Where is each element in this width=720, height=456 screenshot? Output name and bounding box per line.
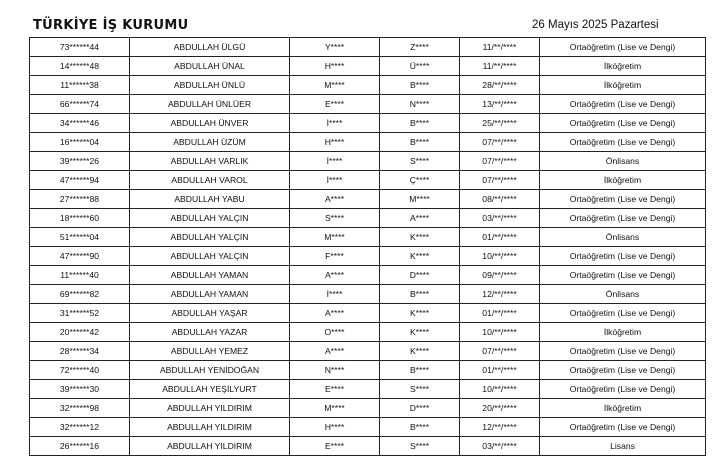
education-level-cell: Ortaöğretim (Lise ve Dengi) xyxy=(540,38,706,57)
father-name-cell: M**** xyxy=(290,76,380,95)
education-level-cell: Lisans xyxy=(540,437,706,456)
mother-name-cell: S**** xyxy=(380,152,460,171)
father-name-cell: A**** xyxy=(290,266,380,285)
mother-name-cell: B**** xyxy=(380,114,460,133)
father-name-cell: E**** xyxy=(290,95,380,114)
mother-name-cell: B**** xyxy=(380,285,460,304)
mother-name-cell: K**** xyxy=(380,323,460,342)
mother-name-cell: B**** xyxy=(380,361,460,380)
full-name-cell: ABDULLAH YILDIRIM xyxy=(130,399,290,418)
father-name-cell: İ**** xyxy=(290,285,380,304)
mother-name-cell: Z**** xyxy=(380,38,460,57)
table-row xyxy=(30,399,706,418)
education-level-cell: İlköğretim xyxy=(540,57,706,76)
table-row xyxy=(30,114,706,133)
education-level-cell: İlköğretim xyxy=(540,171,706,190)
education-level-cell: Ortaöğretim (Lise ve Dengi) xyxy=(540,380,706,399)
full-name-cell: ABDULLAH YEŞİLYURT xyxy=(130,380,290,399)
full-name-cell: ABDULLAH YAZAR xyxy=(130,323,290,342)
birth-date-cell: 28/**/**** xyxy=(460,76,540,95)
father-name-cell: A**** xyxy=(290,304,380,323)
education-level-cell: Önlisans xyxy=(540,285,706,304)
education-level-cell: İlköğretim xyxy=(540,76,706,95)
father-name-cell: İ**** xyxy=(290,114,380,133)
applicant-rows xyxy=(30,38,706,456)
education-level-cell: Önlisans xyxy=(540,228,706,247)
birth-date-cell: 07/**/**** xyxy=(460,171,540,190)
birth-date-cell: 08/**/**** xyxy=(460,190,540,209)
father-name-cell: H**** xyxy=(290,133,380,152)
full-name-cell: ABDULLAH VAROL xyxy=(130,171,290,190)
education-level-cell: İlköğretim xyxy=(540,323,706,342)
father-name-cell: M**** xyxy=(290,399,380,418)
full-name-cell: ABDULLAH YALÇIN xyxy=(130,228,290,247)
table-row xyxy=(30,418,706,437)
masked-id-cell: 32******12 xyxy=(30,418,130,437)
table-row xyxy=(30,38,706,57)
full-name-cell: ABDULLAH YAMAN xyxy=(130,285,290,304)
father-name-cell: N**** xyxy=(290,361,380,380)
father-name-cell: İ**** xyxy=(290,171,380,190)
page-header xyxy=(0,0,720,37)
table-row xyxy=(30,152,706,171)
mother-name-cell: Ü**** xyxy=(380,57,460,76)
father-name-cell: M**** xyxy=(290,228,380,247)
education-level-cell: Ortaöğretim (Lise ve Dengi) xyxy=(540,209,706,228)
masked-id-cell: 69******82 xyxy=(30,285,130,304)
education-level-cell: Önlisans xyxy=(540,152,706,171)
table-row xyxy=(30,133,706,152)
organization-name: TÜRKİYE İŞ KURUMU xyxy=(33,18,189,33)
birth-date-cell: 01/**/**** xyxy=(460,304,540,323)
mother-name-cell: A**** xyxy=(380,209,460,228)
birth-date-cell: 10/**/**** xyxy=(460,380,540,399)
mother-name-cell: K**** xyxy=(380,342,460,361)
masked-id-cell: 51******04 xyxy=(30,228,130,247)
table-row xyxy=(30,323,706,342)
masked-id-cell: 26******16 xyxy=(30,437,130,456)
table-row xyxy=(30,380,706,399)
full-name-cell: ABDULLAH YALÇIN xyxy=(130,247,290,266)
table-row xyxy=(30,171,706,190)
full-name-cell: ABDULLAH YAMAN xyxy=(130,266,290,285)
father-name-cell: E**** xyxy=(290,437,380,456)
table-row xyxy=(30,266,706,285)
masked-id-cell: 18******60 xyxy=(30,209,130,228)
full-name-cell: ABDULLAH ÜLGÜ xyxy=(130,38,290,57)
education-level-cell: Ortaöğretim (Lise ve Dengi) xyxy=(540,133,706,152)
mother-name-cell: B**** xyxy=(380,133,460,152)
birth-date-cell: 09/**/**** xyxy=(460,266,540,285)
full-name-cell: ABDULLAH YABU xyxy=(130,190,290,209)
masked-id-cell: 34******46 xyxy=(30,114,130,133)
education-level-cell: Ortaöğretim (Lise ve Dengi) xyxy=(540,190,706,209)
masked-id-cell: 32******98 xyxy=(30,399,130,418)
father-name-cell: E**** xyxy=(290,380,380,399)
mother-name-cell: Ç**** xyxy=(380,171,460,190)
mother-name-cell: M**** xyxy=(380,190,460,209)
table-row xyxy=(30,228,706,247)
father-name-cell: H**** xyxy=(290,57,380,76)
mother-name-cell: K**** xyxy=(380,247,460,266)
mother-name-cell: S**** xyxy=(380,380,460,399)
table-row xyxy=(30,285,706,304)
masked-id-cell: 11******38 xyxy=(30,76,130,95)
full-name-cell: ABDULLAH ÜNVER xyxy=(130,114,290,133)
birth-date-cell: 10/**/**** xyxy=(460,323,540,342)
full-name-cell: ABDULLAH YEMEZ xyxy=(130,342,290,361)
education-level-cell: Ortaöğretim (Lise ve Dengi) xyxy=(540,361,706,380)
masked-id-cell: 39******30 xyxy=(30,380,130,399)
masked-id-cell: 11******40 xyxy=(30,266,130,285)
masked-id-cell: 66******74 xyxy=(30,95,130,114)
masked-id-cell: 39******26 xyxy=(30,152,130,171)
father-name-cell: S**** xyxy=(290,209,380,228)
full-name-cell: ABDULLAH YILDIRIM xyxy=(130,437,290,456)
masked-id-cell: 14******48 xyxy=(30,57,130,76)
table-row xyxy=(30,361,706,380)
birth-date-cell: 03/**/**** xyxy=(460,437,540,456)
birth-date-cell: 13/**/**** xyxy=(460,95,540,114)
mother-name-cell: K**** xyxy=(380,228,460,247)
birth-date-cell: 01/**/**** xyxy=(460,361,540,380)
mother-name-cell: S**** xyxy=(380,437,460,456)
applicant-list-table xyxy=(29,37,706,456)
education-level-cell: İlköğretim xyxy=(540,399,706,418)
document-date: 26 Mayıs 2025 Pazartesi xyxy=(532,19,659,31)
mother-name-cell: D**** xyxy=(380,399,460,418)
masked-id-cell: 47******90 xyxy=(30,247,130,266)
father-name-cell: İ**** xyxy=(290,152,380,171)
birth-date-cell: 01/**/**** xyxy=(460,228,540,247)
full-name-cell: ABDULLAH YILDIRIM xyxy=(130,418,290,437)
table-row xyxy=(30,209,706,228)
education-level-cell: Ortaöğretim (Lise ve Dengi) xyxy=(540,304,706,323)
masked-id-cell: 16******04 xyxy=(30,133,130,152)
masked-id-cell: 47******94 xyxy=(30,171,130,190)
father-name-cell: O**** xyxy=(290,323,380,342)
table-row xyxy=(30,247,706,266)
full-name-cell: ABDULLAH YALÇIN xyxy=(130,209,290,228)
mother-name-cell: B**** xyxy=(380,418,460,437)
masked-id-cell: 72******40 xyxy=(30,361,130,380)
education-level-cell: Ortaöğretim (Lise ve Dengi) xyxy=(540,95,706,114)
masked-id-cell: 31******52 xyxy=(30,304,130,323)
birth-date-cell: 11/**/**** xyxy=(460,57,540,76)
birth-date-cell: 03/**/**** xyxy=(460,209,540,228)
mother-name-cell: N**** xyxy=(380,95,460,114)
full-name-cell: ABDULLAH YENİDOĞAN xyxy=(130,361,290,380)
father-name-cell: Y**** xyxy=(290,38,380,57)
table-row xyxy=(30,437,706,456)
father-name-cell: F**** xyxy=(290,247,380,266)
education-level-cell: Ortaöğretim (Lise ve Dengi) xyxy=(540,114,706,133)
masked-id-cell: 27******88 xyxy=(30,190,130,209)
mother-name-cell: K**** xyxy=(380,304,460,323)
full-name-cell: ABDULLAH ÜNLÜER xyxy=(130,95,290,114)
education-level-cell: Ortaöğretim (Lise ve Dengi) xyxy=(540,342,706,361)
birth-date-cell: 11/**/**** xyxy=(460,38,540,57)
birth-date-cell: 12/**/**** xyxy=(460,418,540,437)
birth-date-cell: 07/**/**** xyxy=(460,152,540,171)
birth-date-cell: 25/**/**** xyxy=(460,114,540,133)
full-name-cell: ABDULLAH ÜNAL xyxy=(130,57,290,76)
table-row xyxy=(30,57,706,76)
full-name-cell: ABDULLAH ÜZÜM xyxy=(130,133,290,152)
birth-date-cell: 20/**/**** xyxy=(460,399,540,418)
birth-date-cell: 12/**/**** xyxy=(460,285,540,304)
full-name-cell: ABDULLAH YAŞAR xyxy=(130,304,290,323)
table-row xyxy=(30,342,706,361)
masked-id-cell: 28******34 xyxy=(30,342,130,361)
education-level-cell: Ortaöğretim (Lise ve Dengi) xyxy=(540,247,706,266)
father-name-cell: H**** xyxy=(290,418,380,437)
masked-id-cell: 73******44 xyxy=(30,38,130,57)
father-name-cell: A**** xyxy=(290,342,380,361)
table-row xyxy=(30,304,706,323)
birth-date-cell: 07/**/**** xyxy=(460,133,540,152)
birth-date-cell: 10/**/**** xyxy=(460,247,540,266)
education-level-cell: Ortaöğretim (Lise ve Dengi) xyxy=(540,418,706,437)
full-name-cell: ABDULLAH ÜNLÜ xyxy=(130,76,290,95)
masked-id-cell: 20******42 xyxy=(30,323,130,342)
mother-name-cell: B**** xyxy=(380,76,460,95)
education-level-cell: Ortaöğretim (Lise ve Dengi) xyxy=(540,266,706,285)
table-row xyxy=(30,76,706,95)
full-name-cell: ABDULLAH VARLIK xyxy=(130,152,290,171)
mother-name-cell: D**** xyxy=(380,266,460,285)
table-row xyxy=(30,190,706,209)
birth-date-cell: 07/**/**** xyxy=(460,342,540,361)
father-name-cell: A**** xyxy=(290,190,380,209)
table-row xyxy=(30,95,706,114)
